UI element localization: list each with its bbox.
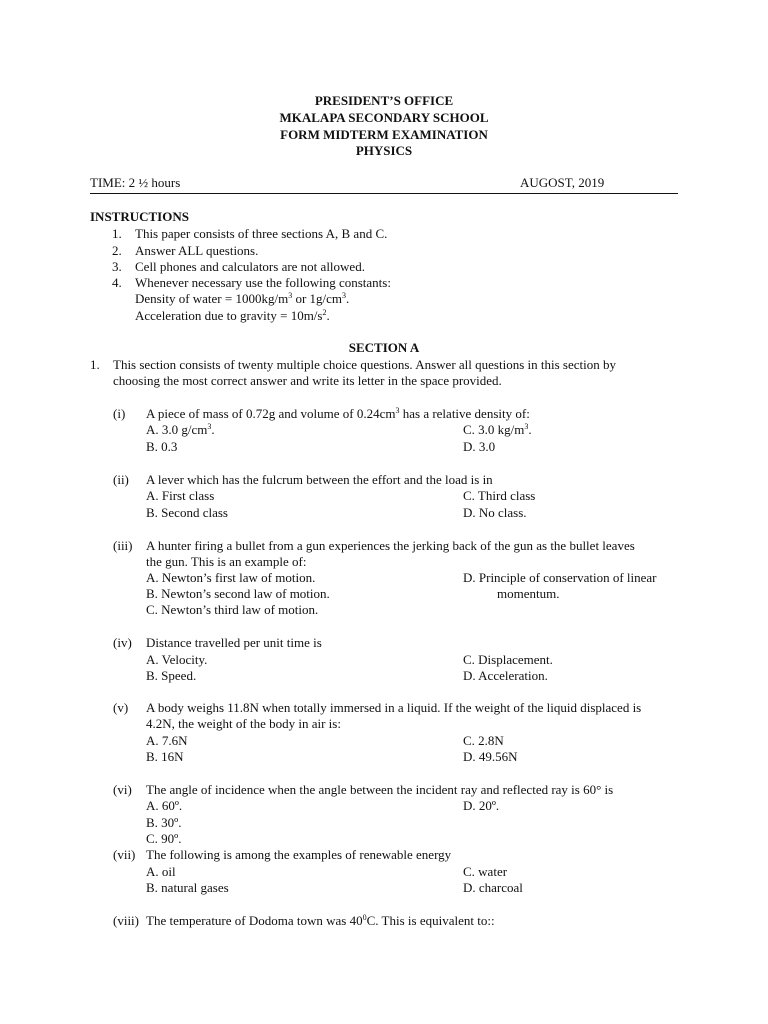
question-label: (v) — [113, 700, 129, 715]
exam-date: AUGOST, 2019 — [520, 175, 605, 190]
header-divider — [90, 193, 678, 194]
option-d: D. charcoal — [463, 880, 523, 895]
option-b: B. natural gases — [146, 880, 229, 895]
question-stem: Distance travelled per unit time is — [146, 635, 322, 650]
option-a: A. oil — [146, 864, 176, 879]
option-b: B. 30º. — [146, 815, 182, 830]
question-stem: The angle of incidence when the angle between the incident ray and reflected ray is 60° is — [146, 782, 614, 797]
option-d-continued: momentum. — [497, 586, 560, 601]
option-d: D. 49.56N — [463, 749, 518, 764]
question-stem: A lever which has the fulcrum between the effort and the load is in — [146, 472, 493, 487]
option-d: D. Acceleration. — [463, 668, 548, 683]
question-label: (i) — [113, 406, 126, 421]
section-a-instruction: choosing the most correct answer and write its letter in the space provided. — [113, 373, 502, 388]
option-b: B. Speed. — [146, 668, 197, 683]
question-label: (iii) — [113, 538, 133, 553]
question-stem: The temperature of Dodoma town was $40^0C$. This is equivalent to:: — [146, 913, 495, 928]
option-b: B. Newton’s second law of motion. — [146, 586, 330, 601]
header-school: MKALAPA SECONDARY SCHOOL — [279, 110, 489, 125]
section-a-instruction: This section consists of twenty multiple choice questions. Answer all questions in this section by — [113, 357, 616, 372]
option-c: C. Displacement. — [463, 652, 553, 667]
option-a: A. 3.0 $g/cm^3$. — [146, 422, 215, 437]
instruction-text: Answer ALL questions. — [135, 243, 259, 258]
option-d: D. 20º. — [463, 798, 500, 813]
option-b: B. 0.3 — [146, 439, 178, 454]
question-stem: 4.2N, the weight of the body in air is: — [146, 716, 341, 731]
option-c: C. water — [463, 864, 508, 879]
question-label: (ii) — [113, 472, 129, 487]
instruction-num: 4. — [112, 275, 122, 290]
instruction-num: 2. — [112, 243, 122, 258]
question-label: (viii) — [113, 913, 139, 928]
option-a: A. Newton’s first law of motion. — [146, 570, 316, 585]
header-exam: FORM MIDTERM EXAMINATION — [280, 127, 488, 142]
question-stem: the gun. This is an example of: — [146, 554, 307, 569]
question-stem: A body weighs 11.8N when totally immersed in a liquid. If the weight of the liquid displaced is — [146, 700, 642, 715]
constant-gravity: Acceleration due to gravity = $10m/s^2$. — [135, 308, 330, 323]
option-c: C. 2.8N — [463, 733, 504, 748]
question-label: (iv) — [113, 635, 132, 650]
question-number: 1. — [90, 357, 100, 372]
question-stem: The following is among the examples of renewable energy — [146, 847, 452, 862]
option-c: C. 3.0 $kg/m^3$. — [463, 422, 532, 437]
instruction-text: Whenever necessary use the following constants: — [135, 275, 391, 290]
instruction-text: Cell phones and calculators are not allowed. — [135, 259, 365, 274]
question-label: (vi) — [113, 782, 132, 797]
constant-density: Density of water = $1000kg/m^3$ or $1g/cm^3$. — [135, 291, 350, 306]
option-c: C. Newton’s third law of motion. — [146, 602, 319, 617]
option-d: D. Principle of conservation of linear — [463, 570, 657, 585]
option-a: A. Velocity. — [146, 652, 208, 667]
option-a: A. First class — [146, 488, 215, 503]
option-d: D. 3.0 — [463, 439, 496, 454]
option-b: B. Second class — [146, 505, 228, 520]
option-b: B. 16N — [146, 749, 184, 764]
exam-time: TIME: 2 ½ hours — [90, 175, 181, 190]
question-label: (vii) — [113, 847, 136, 862]
instruction-num: 3. — [112, 259, 122, 274]
question-stem: A hunter firing a bullet from a gun experiences the jerking back of the gun as the bullet leaves — [146, 538, 635, 553]
instructions-title: INSTRUCTIONS — [90, 209, 189, 224]
instruction-num: 1. — [112, 226, 122, 241]
option-c: C. Third class — [463, 488, 536, 503]
option-a: A. 60º. — [146, 798, 183, 813]
instruction-text: This paper consists of three sections A, B and C. — [135, 226, 388, 241]
header-subject: PHYSICS — [355, 143, 413, 158]
section-a-title: SECTION A — [348, 340, 420, 355]
option-c: C. 90º. — [146, 831, 182, 846]
question-stem: A piece of mass of 0.72g and volume of $0.24cm^3$ has a relative density of: — [146, 406, 530, 421]
option-a: A. 7.6N — [146, 733, 188, 748]
option-d: D. No class. — [463, 505, 527, 520]
header-office: PRESIDENT’S OFFICE — [314, 93, 454, 108]
